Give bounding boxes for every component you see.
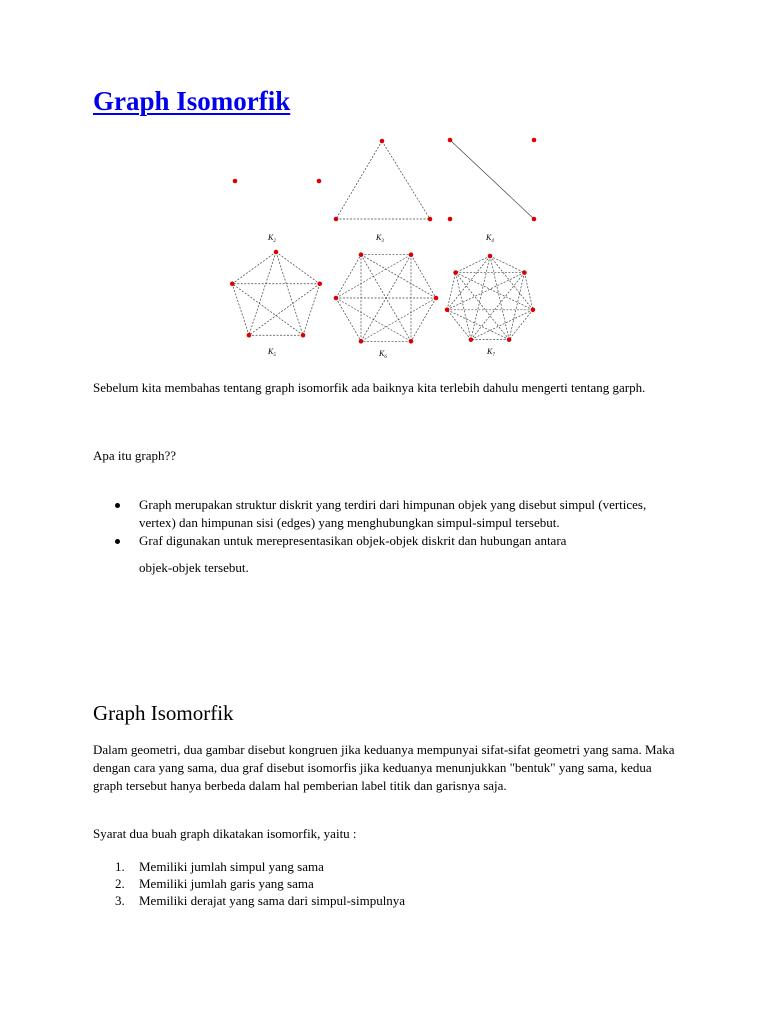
k3-vertex bbox=[428, 217, 433, 222]
k6-edge bbox=[411, 255, 436, 298]
k5-vertex bbox=[301, 333, 306, 338]
complete-graphs-svg bbox=[224, 128, 544, 368]
k3-vertex bbox=[380, 139, 385, 144]
list-number: 1. bbox=[115, 859, 125, 874]
list-item-text: Graf digunakan untuk merepresentasikan objek-objek diskrit dan hubungan antara bbox=[139, 533, 567, 548]
k6-vertex bbox=[359, 339, 364, 344]
k7-vertex bbox=[469, 337, 474, 342]
k6-edge bbox=[361, 298, 436, 341]
list-item bbox=[93, 892, 405, 909]
list-number: 3. bbox=[115, 893, 125, 908]
k7-edge bbox=[447, 273, 524, 310]
graph-label-k3: $K_3$ bbox=[376, 233, 384, 244]
page-title[interactable]: Graph Isomorfik bbox=[93, 86, 291, 116]
list-item-text: Memiliki jumlah garis yang sama bbox=[139, 876, 314, 891]
k6-vertex bbox=[334, 296, 339, 301]
list-item bbox=[93, 532, 653, 577]
k7-vertex bbox=[453, 270, 458, 275]
k7-edge bbox=[456, 256, 490, 273]
list-item-continuation: objek-objek tersebut. bbox=[139, 560, 249, 575]
graph-label-k6: $K_6$ bbox=[379, 349, 387, 360]
k7-edge bbox=[447, 310, 509, 340]
conditions-list bbox=[93, 858, 405, 909]
section-heading: Graph Isomorfik bbox=[93, 701, 234, 725]
k4-vertex bbox=[448, 217, 453, 222]
k6-vertex bbox=[409, 339, 414, 344]
list-item-text: Memiliki jumlah simpul yang sama bbox=[139, 859, 324, 874]
k5-vertex bbox=[247, 333, 252, 338]
k2-vertex bbox=[317, 179, 322, 184]
k6-vertex bbox=[409, 252, 414, 257]
k6-vertex bbox=[434, 296, 439, 301]
k7-vertex bbox=[488, 254, 493, 259]
k5-edge bbox=[249, 252, 276, 335]
k6-edge bbox=[336, 298, 361, 341]
k7-edge bbox=[456, 273, 509, 340]
k7-vertex bbox=[531, 307, 536, 312]
complete-graphs-figure bbox=[224, 128, 544, 368]
k5-edge bbox=[232, 252, 276, 284]
k5-edge bbox=[276, 252, 320, 284]
k7-edge bbox=[456, 273, 471, 340]
question-text: Apa itu graph?? bbox=[93, 448, 177, 463]
k5-edge bbox=[303, 284, 320, 335]
k2-vertex bbox=[233, 179, 238, 184]
k4-edge bbox=[450, 140, 534, 219]
k7-edge bbox=[490, 256, 524, 273]
k7-edge bbox=[456, 273, 533, 310]
k6-vertex bbox=[359, 252, 364, 257]
k7-edge bbox=[447, 273, 455, 310]
list-item-text: Graph merupakan struktur diskrit yang terdiri dari himpunan objek yang disebut simpul (vertices, vertex) dan himpunan sisi (edges) yang menghubungkan simpul-simpul tersebut. bbox=[139, 497, 647, 530]
k7-edge bbox=[490, 256, 509, 340]
graph-label-k7: $K_7$ bbox=[487, 347, 495, 358]
k7-edge bbox=[471, 310, 533, 340]
list-item-text: Memiliki derajat yang sama dari simpul-simpulnya bbox=[139, 893, 406, 908]
graph-definition-list bbox=[93, 496, 653, 577]
k4-vertex bbox=[448, 138, 453, 143]
conditions-intro: Syarat dua buah graph dikatakan isomorfik, yaitu : bbox=[93, 826, 357, 841]
graph-label-k5: $K_5$ bbox=[268, 347, 276, 358]
k6-edge bbox=[336, 255, 361, 298]
k5-edge bbox=[276, 252, 303, 335]
graph-label-k2: $K_2$ bbox=[268, 233, 276, 244]
k5-edge bbox=[232, 284, 249, 335]
k3-vertex bbox=[334, 217, 339, 222]
k5-vertex bbox=[317, 281, 322, 286]
k7-edge bbox=[471, 273, 524, 340]
list-number: 2. bbox=[115, 876, 125, 891]
k7-edge bbox=[471, 256, 490, 340]
intro-paragraph: Sebelum kita membahas tentang graph isomorfik ada baiknya kita terlebih dahulu mengerti tentang garph. bbox=[93, 380, 646, 395]
k7-vertex bbox=[445, 307, 450, 312]
k3-edge bbox=[336, 141, 382, 219]
k3-edge bbox=[382, 141, 430, 219]
bullet-icon bbox=[115, 539, 120, 544]
graph-label-k4: $K_4$ bbox=[486, 233, 494, 244]
k7-vertex bbox=[522, 270, 527, 275]
list-item bbox=[93, 496, 653, 532]
k7-edge bbox=[447, 256, 490, 310]
k5-vertex bbox=[230, 281, 235, 286]
k5-edge bbox=[249, 284, 320, 335]
k5-vertex bbox=[274, 250, 279, 255]
k7-edge bbox=[524, 273, 532, 310]
k7-vertex bbox=[507, 337, 512, 342]
k5-edge bbox=[232, 284, 303, 335]
graph-labels bbox=[267, 233, 495, 360]
list-item bbox=[93, 858, 405, 875]
list-item bbox=[93, 875, 405, 892]
k6-edge bbox=[411, 298, 436, 341]
bullet-icon bbox=[115, 503, 120, 508]
definition-paragraph: Dalam geometri, dua gambar disebut kongruen jika keduanya mempunyai sifat-sifat geometri yang sama. Maka dengan cara yang sama, dua graf disebut isomorfis jika keduanya menunjukkan "bentuk" yang sama, kedua graph tersebut hanya berbeda dalam hal pemberian label titik dan garisnya saja. bbox=[93, 742, 675, 793]
k4-vertex bbox=[532, 138, 537, 143]
k4-vertex bbox=[532, 217, 537, 222]
